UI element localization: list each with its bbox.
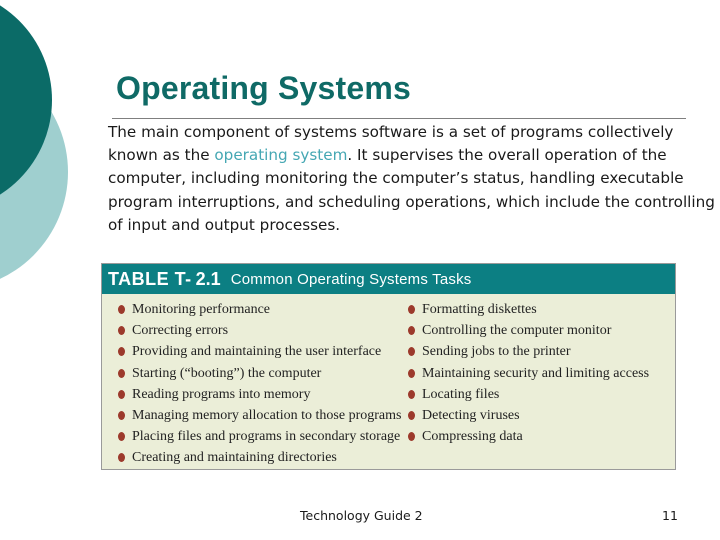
table-caption: Common Operating Systems Tasks [230, 270, 472, 288]
task-label: Managing memory allocation to those programs [132, 408, 402, 424]
page-number: 11 [662, 508, 678, 523]
list-item [408, 426, 649, 447]
task-label: Starting (“booting”) the computer [132, 365, 322, 381]
bullet-icon [118, 369, 125, 378]
list-item [118, 363, 408, 384]
list-item [118, 426, 408, 447]
decorative-circles [0, 0, 80, 300]
bullet-icon [408, 326, 415, 335]
task-label: Maintaining security and limiting access [422, 365, 650, 381]
list-item [118, 447, 408, 468]
bullet-icon [118, 453, 125, 462]
body-text-end: . It supervises the overall operation of the computer, including monitoring the computer’s status, handling executable program interruptions, and scheduling operations, which include the controlling of input and output processes. [108, 146, 715, 234]
task-label: Correcting errors [132, 323, 229, 339]
task-label: Monitoring performance [132, 302, 271, 318]
table-label: TABLE T- [108, 268, 192, 289]
list-item [408, 363, 649, 384]
task-label: Compressing data [422, 429, 523, 445]
list-item [118, 299, 408, 320]
bullet-icon [118, 411, 125, 420]
bullet-icon [408, 390, 415, 399]
list-item [118, 405, 408, 426]
bullet-icon [118, 390, 125, 399]
tasks-table [101, 263, 676, 470]
bullet-icon [118, 432, 125, 441]
bullet-icon [118, 326, 125, 335]
left-task-list [102, 299, 408, 469]
task-label: Sending jobs to the printer [422, 344, 571, 360]
task-label: Providing and maintaining the user interface [132, 344, 382, 360]
list-item [408, 299, 649, 320]
list-item [408, 320, 649, 341]
table-number: 2.1 [195, 268, 221, 289]
bullet-icon [408, 411, 415, 420]
task-label: Creating and maintaining directories [132, 450, 337, 466]
list-item [118, 320, 408, 341]
bullet-icon [118, 305, 125, 314]
bullet-icon [118, 347, 125, 356]
title-divider [112, 118, 686, 119]
bullet-icon [408, 432, 415, 441]
right-task-list [408, 299, 649, 469]
bullet-icon [408, 347, 415, 356]
table-columns [102, 294, 675, 469]
table-header [102, 264, 675, 294]
list-item [118, 384, 408, 405]
list-item [408, 384, 649, 405]
bullet-icon [408, 369, 415, 378]
slide-title: Operating Systems [116, 70, 412, 106]
task-label: Detecting viruses [422, 408, 520, 424]
body-text-start: The main component of systems software is a set of programs collectively known as the [108, 123, 674, 165]
body-paragraph [108, 121, 718, 237]
task-label: Placing files and programs in secondary storage [132, 429, 401, 445]
footer-title: Technology Guide 2 [300, 508, 423, 523]
task-label: Locating files [422, 386, 500, 402]
task-label: Formatting diskettes [422, 302, 537, 318]
list-item [408, 341, 649, 362]
bullet-icon [408, 305, 415, 314]
operating-system-highlight: operating system [214, 146, 348, 165]
list-item [408, 405, 649, 426]
task-label: Reading programs into memory [132, 386, 311, 402]
task-label: Controlling the computer monitor [422, 323, 612, 339]
list-item [118, 341, 408, 362]
